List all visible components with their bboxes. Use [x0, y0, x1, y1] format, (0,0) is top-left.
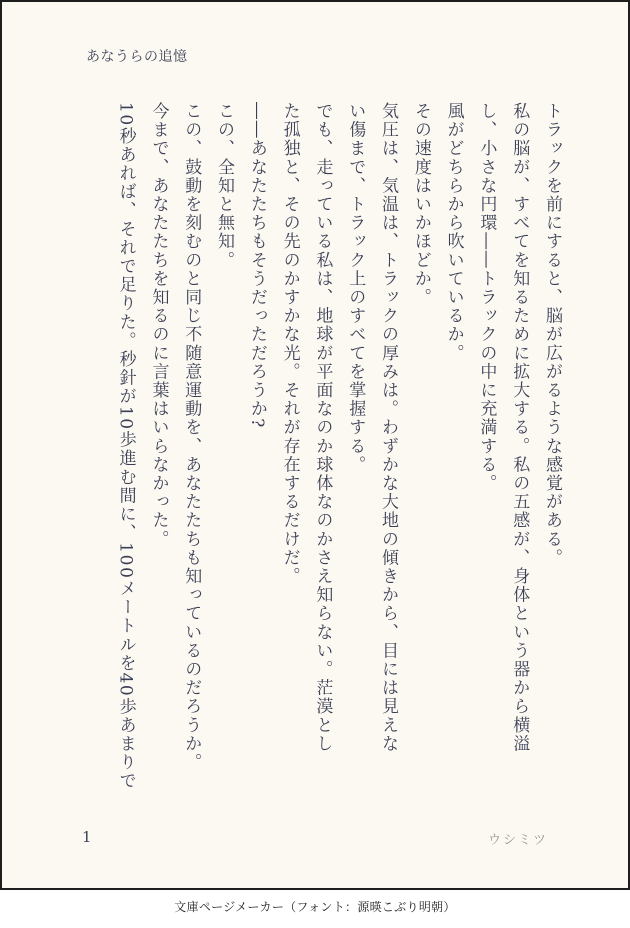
body-line: トラックを前にすると、脳が広がるような感覚がある。	[542, 102, 562, 567]
body-line: 今まで、あなたたちを知るのに言葉はいらなかった。	[148, 102, 169, 549]
body-line: その速度はいかほどか。	[410, 102, 431, 307]
body-line: 10秒あれば、それで足りた。秒針が10歩進む間に、100メートルを40歩あまりで	[115, 102, 136, 791]
body-text	[109, 102, 568, 802]
body-line: 風がどちらから吹いているか。	[443, 102, 464, 363]
body-line: 私の脳が、すべてを知るために拡大する。私の五感が、身体という器から横溢	[509, 102, 530, 753]
generator-credit: 文庫ページメーカー（フォント：源暎こぶり明朝）	[174, 900, 456, 914]
body-line: た孤独と、その先のかすかな光。それが存在するだけだ。	[279, 102, 300, 586]
body-line: し、小さな円環――トラックの中に充満する。	[476, 102, 497, 493]
body-line: ――あなたたちもそうだっただろうか?	[246, 102, 267, 429]
author-name: ウシミツ	[488, 833, 549, 848]
book-title: あなうらの追憶	[86, 49, 188, 65]
body-line: 気圧は、気温は、トラックの厚みは。わずかな大地の傾きから、目には見えな	[378, 102, 399, 753]
page-number: 1	[82, 828, 92, 846]
body-line: でも、走っている私は、地球が平面なのか球体なのかさえ知らない。茫漠とし	[312, 102, 333, 753]
body-line: この、全知と無知。	[214, 102, 235, 270]
body-line: い傷まで、トラック上のすべてを掌握する。	[345, 102, 366, 474]
body-line: この、鼓動を刻むのと同じ不随意運動を、あなたたちも知っているのだろうか。	[181, 102, 202, 772]
